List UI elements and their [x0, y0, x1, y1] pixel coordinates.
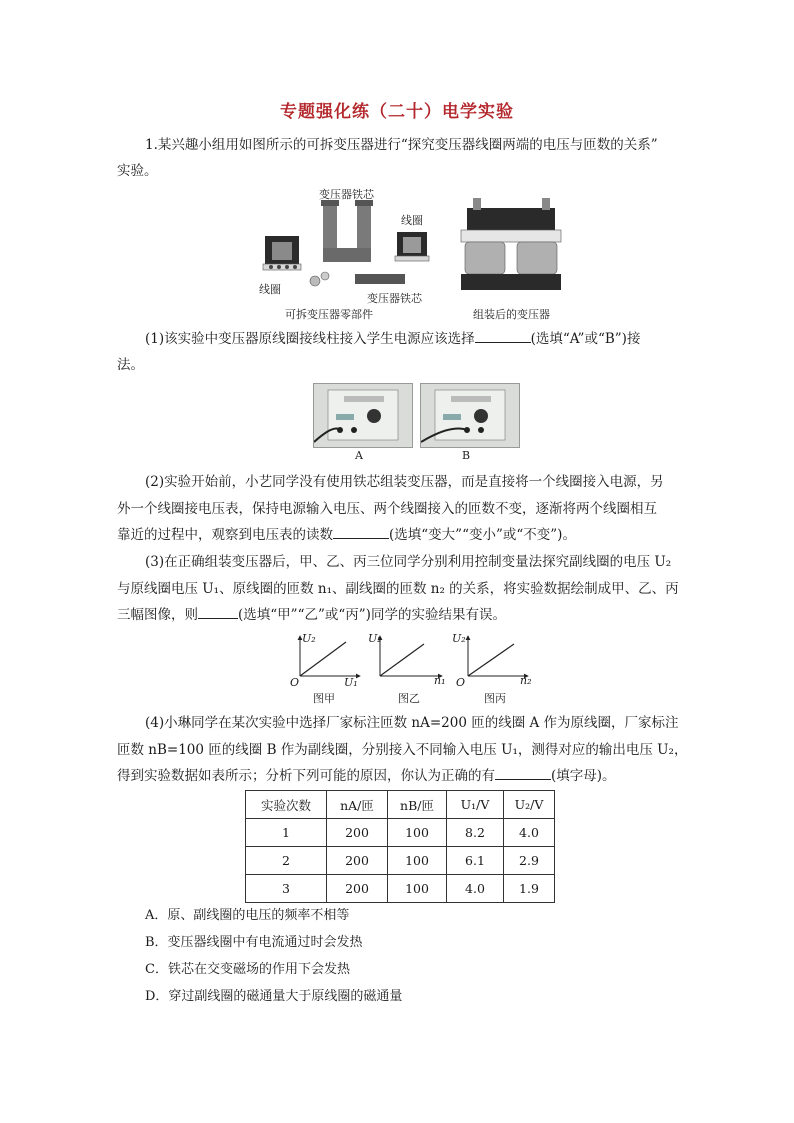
graph-yi-ylabel: U₂ [368, 632, 382, 645]
data-table [245, 790, 555, 903]
photo-a-label: A [355, 449, 363, 462]
label-coil-left: 线圈 [259, 283, 281, 296]
caption-parts: 可拆变压器零部件 [285, 308, 373, 321]
table-cell: 1 [246, 819, 327, 847]
part3-text-a: 三幅图像，则 [117, 607, 198, 623]
power-supply-photo-a [313, 383, 413, 448]
caption-assembled: 组装后的变压器 [473, 308, 550, 321]
page-title: 专题强化练（二十）电学实验 [280, 102, 514, 122]
part2-line1: (2)实验开始前，小艺同学没有使用铁芯组装变压器，而是直接将一个线圈接入电源，另 [145, 474, 664, 490]
table-header: nB/匝 [388, 791, 447, 819]
part3-line1: (3)在正确组装变压器后，甲、乙、丙三位同学分别利用控制变量法探究副线圈的电压 U₂ [145, 554, 672, 570]
option-b[interactable]: B．变压器线圈中有电流通过时会发热 [145, 935, 363, 950]
part3-line3 [117, 602, 506, 629]
part1-line2: 法。 [117, 357, 144, 373]
part3-text-b: (选填“甲”“乙”或“丙”)同学的实验结果有误。 [238, 607, 506, 623]
table-header: U₂/V [504, 791, 555, 819]
power-supply-photo-b [420, 383, 520, 448]
part2-line2: 外一个线圈接电压表，保持电源输入电压、两个线圈接入的匝数不变，逐渐将两个线圈相互 [117, 501, 657, 517]
part2-text-a: 靠近的过程中，观察到电压表的读数 [117, 527, 333, 543]
option-a[interactable]: A．原、副线圈的电压的频率不相等 [145, 908, 350, 923]
part4-text-a: 得到实验数据如表所示；分析下列可能的原因，你认为正确的有 [117, 768, 495, 784]
table-cell: 1.9 [504, 875, 555, 903]
table-cell: 4.0 [447, 875, 504, 903]
part1-line1 [145, 326, 640, 353]
table-cell: 100 [388, 875, 447, 903]
graph-jia-origin: O [290, 676, 300, 689]
part1-text-b: (选填“A”或“B”)接 [530, 331, 641, 347]
u-core-image [321, 200, 373, 262]
graph-jia-ylabel: U₂ [302, 632, 316, 645]
part4-line3 [117, 763, 616, 790]
table-header-row [246, 791, 555, 819]
coil-right-image [395, 232, 429, 261]
graph-jia-caption: 图甲 [313, 692, 335, 705]
table-header: U₁/V [447, 791, 504, 819]
table-cell: 2.9 [504, 847, 555, 875]
option-d[interactable]: D．穿过副线圈的磁通量大于原线圈的磁通量 [145, 989, 403, 1004]
part3-line2: 与原线圈电压 U₁、原线圈的匝数 n₁、副线圈的匝数 n₂ 的关系，将实验数据绘制成甲、乙、丙 [117, 581, 679, 597]
table-cell: 200 [327, 847, 388, 875]
table-cell: 8.2 [447, 819, 504, 847]
table-cell: 100 [388, 847, 447, 875]
graph-jia-xlabel: U₁ [344, 676, 358, 689]
part3-answer-blank[interactable] [198, 604, 238, 619]
part4-answer-blank[interactable] [495, 765, 551, 780]
table-cell: 4.0 [504, 819, 555, 847]
part4-line1: (4)小琳同学在某次实验中选择厂家标注匝数 nA=200 匝的线圈 A 作为原线圈，厂家标注 [145, 715, 679, 731]
table-cell: 200 [327, 819, 388, 847]
table-cell: 3 [246, 875, 327, 903]
part1-answer-blank[interactable] [475, 328, 531, 343]
table-cell: 200 [327, 875, 388, 903]
table-cell: 6.1 [447, 847, 504, 875]
question-1-intro-line1: 1.某兴趣小组用如图所示的可拆变压器进行“探究变压器线圈两端的电压与匝数的关系” [145, 137, 658, 153]
label-coil-right: 线圈 [401, 214, 423, 227]
table-cell: 2 [246, 847, 327, 875]
part4-line2: 匝数 nB=100 匝的线圈 B 作为副线圈，分别接入不同输入电压 U₁，测得对应的输出电压 U₂， [117, 742, 688, 758]
graph-bing-origin: O [456, 676, 466, 689]
graphs-row [288, 632, 536, 706]
table-header: 实验次数 [246, 791, 327, 819]
table-row [246, 847, 555, 875]
graph-yi-caption: 图乙 [398, 692, 420, 705]
part4-text-b: (填字母)。 [551, 768, 616, 784]
photo-b-label: B [462, 449, 471, 462]
bar-core-image [355, 274, 405, 284]
part2-text-b: (选填“变大”“变小”或“不变”)。 [389, 527, 576, 543]
table-row [246, 875, 555, 903]
graph-bing-caption: 图丙 [484, 692, 506, 705]
question-1-intro-line2: 实验。 [117, 163, 158, 179]
table-cell: 100 [388, 819, 447, 847]
option-c[interactable]: C．铁芯在交变磁场的作用下会发热 [145, 962, 350, 977]
transformer-figure [255, 186, 575, 322]
coil-left-image [263, 236, 301, 270]
graph-bing-ylabel: U₂ [452, 632, 466, 645]
table-row [246, 819, 555, 847]
label-core-top: 变压器铁芯 [319, 188, 374, 201]
graph-yi-xlabel: n₁ [434, 674, 446, 687]
part1-text-a: (1)该实验中变压器原线圈接线柱接入学生电源应该选择 [145, 331, 475, 347]
graph-bing-xlabel: n₂ [520, 674, 532, 687]
table-header: nA/匝 [327, 791, 388, 819]
assembled-transformer-image [461, 198, 561, 290]
label-core-bottom: 变压器铁芯 [367, 292, 422, 305]
part2-line3 [117, 522, 576, 549]
part2-answer-blank[interactable] [333, 524, 389, 539]
